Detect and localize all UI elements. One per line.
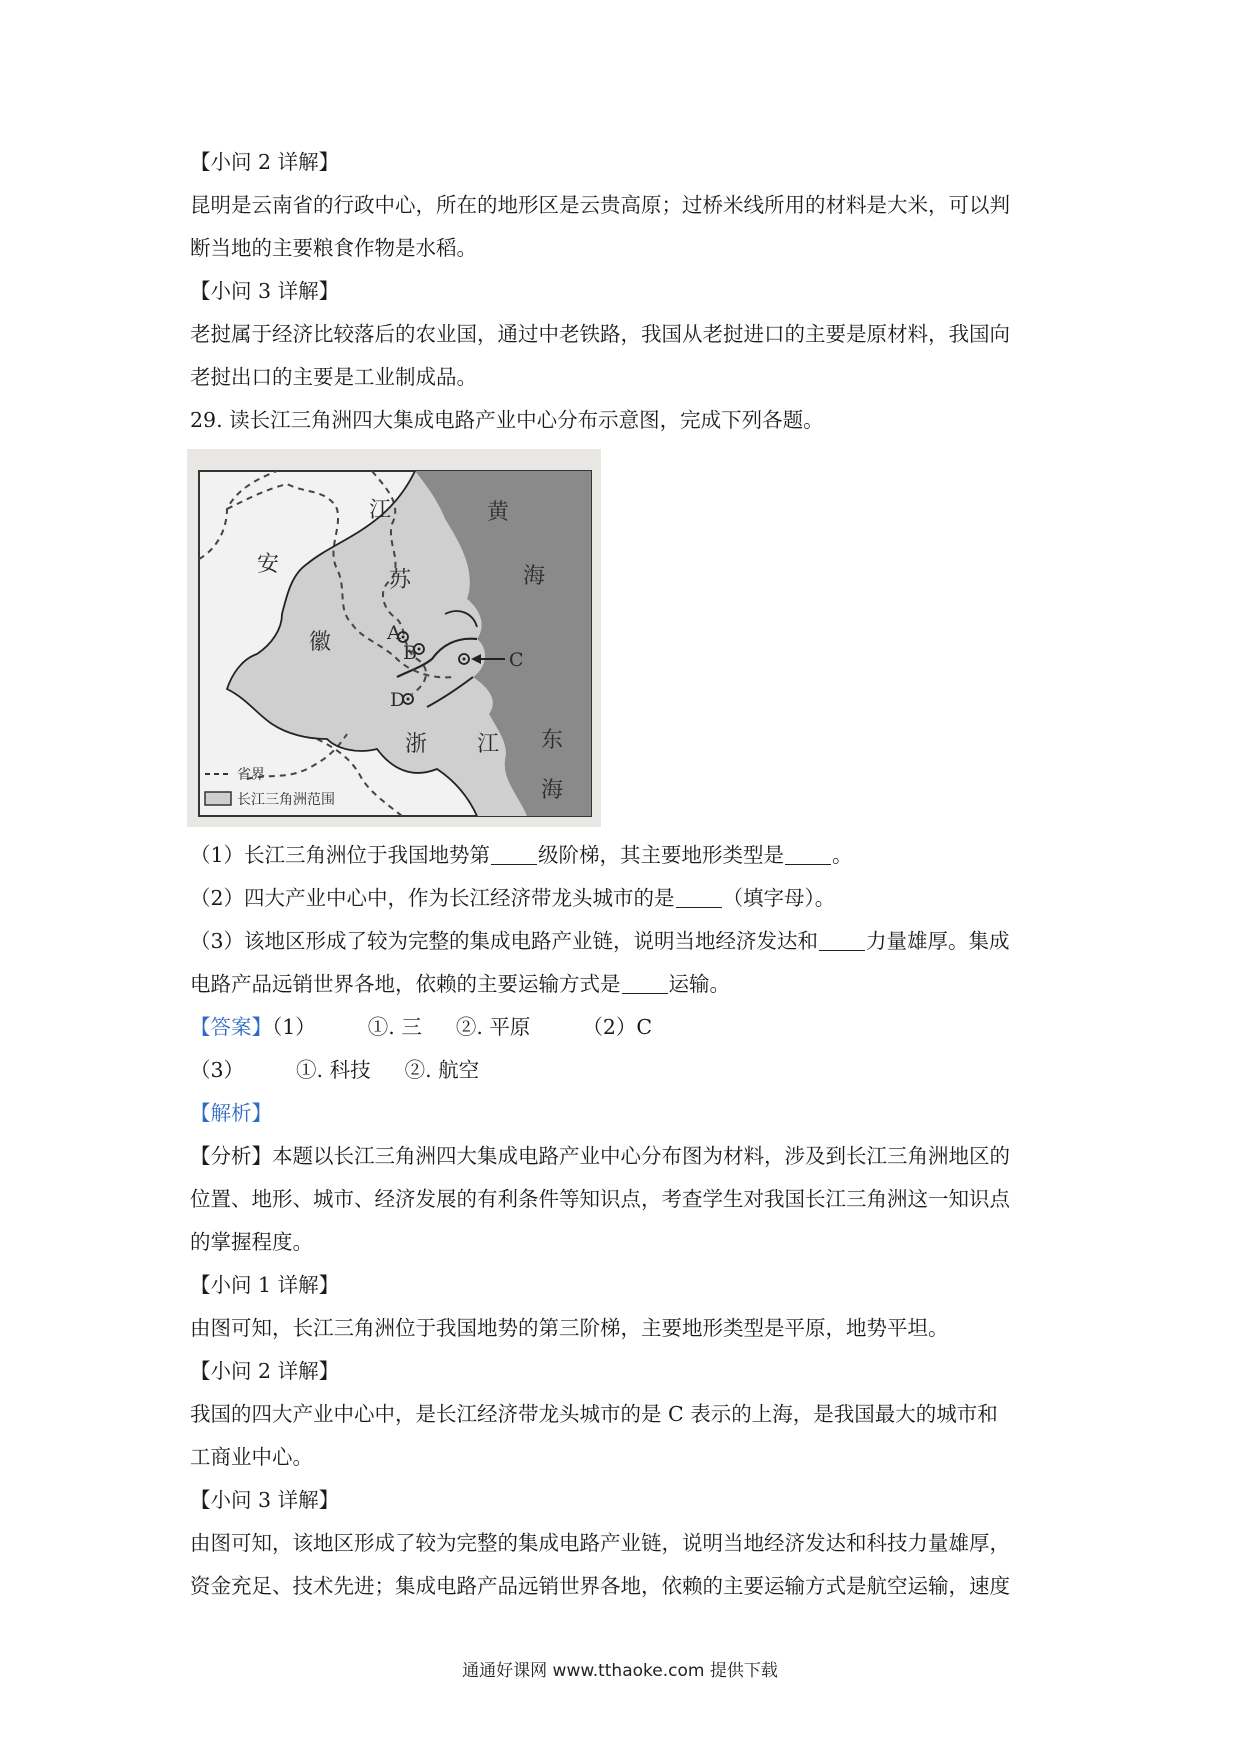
paragraph-line: 位置、地形、城市、经济发展的有利条件等知识点，考查学生对我国长江三角洲这一知识点 [190, 1187, 1010, 1211]
paragraph-line: 工商业中心。 [190, 1445, 313, 1469]
paragraph-line: 昆明是云南省的行政中心，所在的地形区是云贵高原；过桥米线所用的材料是大米，可以判 [190, 193, 1010, 217]
label-zhejiang-jiang: 江 [477, 732, 500, 757]
answer-blank [622, 973, 668, 994]
label-anhui-an: 安 [257, 552, 280, 577]
paragraph-line: 【分析】本题以长江三角洲四大集成电路产业中心分布图为材料，涉及到长江三角洲地区的 [190, 1144, 1010, 1168]
city-label-d: D [390, 689, 406, 711]
label-zhejiang-zhe: 浙 [405, 732, 428, 757]
question-3: （3）该地区形成了较为完整的集成电路产业链，说明当地经济发达和 力量雄厚。集成 [190, 929, 1010, 953]
legend-range-label: 长江三角洲范围 [237, 792, 335, 808]
sub-question-heading: 【小问 3 详解】 [190, 279, 340, 303]
paragraph-line: 的掌握程度。 [190, 1230, 313, 1254]
paragraph-line: 老挝出口的主要是工业制成品。 [190, 365, 477, 389]
paragraph-line: 由图可知，该地区形成了较为完整的集成电路产业链，说明当地经济发达和科技力量雄厚， [190, 1531, 1010, 1555]
label-jiangsu-jiang: 江 [369, 498, 392, 523]
answer-line-2: （3） ①. 科技 ②. 航空 [190, 1058, 480, 1082]
question-2: （2）四大产业中心中，作为长江经济带龙头城市的是 （填字母）。 [190, 886, 836, 910]
label-yellow-sea-huang: 黄 [487, 500, 510, 525]
question-1: （1）长江三角洲位于我国地势第 级阶梯，其主要地形类型是 。 [190, 843, 853, 867]
sub-question-heading: 【小问 2 详解】 [190, 150, 340, 174]
sub-question-heading: 【小问 2 详解】 [190, 1359, 340, 1383]
answer-blank [785, 844, 831, 865]
city-label-a: A [387, 622, 401, 644]
sub-question-heading: 【小问 1 详解】 [190, 1273, 340, 1297]
city-label-b: B [403, 642, 417, 664]
answer-blank [676, 887, 722, 908]
label-east-sea-dong: 东 [541, 728, 564, 753]
sub-question-heading: 【小问 3 详解】 [190, 1488, 340, 1512]
yangtze-delta-map [187, 449, 601, 827]
label-yellow-sea-hai: 海 [523, 564, 546, 589]
paragraph-line: 由图可知，长江三角洲位于我国地势的第三阶梯，主要地形类型是平原，地势平坦。 [190, 1316, 949, 1340]
answer-blank [491, 844, 537, 865]
label-anhui-hui: 徽 [309, 630, 332, 655]
paragraph-line: 资金充足、技术先进；集成电路产品远销世界各地，依赖的主要运输方式是航空运输，速度 [190, 1574, 1010, 1598]
analysis-label: 【解析】 [190, 1101, 272, 1125]
page-footer: 通通好课网 www.tthaoke.com 提供下载 [462, 1661, 778, 1681]
legend-range-symbol [205, 792, 231, 805]
city-label-c: C [509, 649, 524, 671]
paragraph-line: 断当地的主要粮食作物是水稻。 [190, 236, 477, 260]
answer-blank [819, 930, 865, 951]
legend-border-label: 省界 [237, 767, 265, 783]
question-3-cont: 电路产品远销世界各地，依赖的主要运输方式是 运输。 [190, 972, 730, 996]
label-jiangsu-su: 苏 [389, 568, 412, 593]
paragraph-line: 我国的四大产业中心中，是长江经济带龙头城市的是 C 表示的上海，是我国最大的城市和 [190, 1402, 998, 1426]
answer-label: 【答案】 [190, 1015, 272, 1039]
question-title: 29. 读长江三角洲四大集成电路产业中心分布示意图，完成下列各题。 [190, 408, 824, 432]
label-east-sea-hai: 海 [541, 778, 564, 803]
answer-line-1: 【答案】（1） ①. 三 ②. 平原 （2）C [190, 1015, 653, 1039]
paragraph-line: 老挝属于经济比较落后的农业国，通过中老铁路，我国从老挝进口的主要是原材料，我国向 [190, 322, 1010, 346]
